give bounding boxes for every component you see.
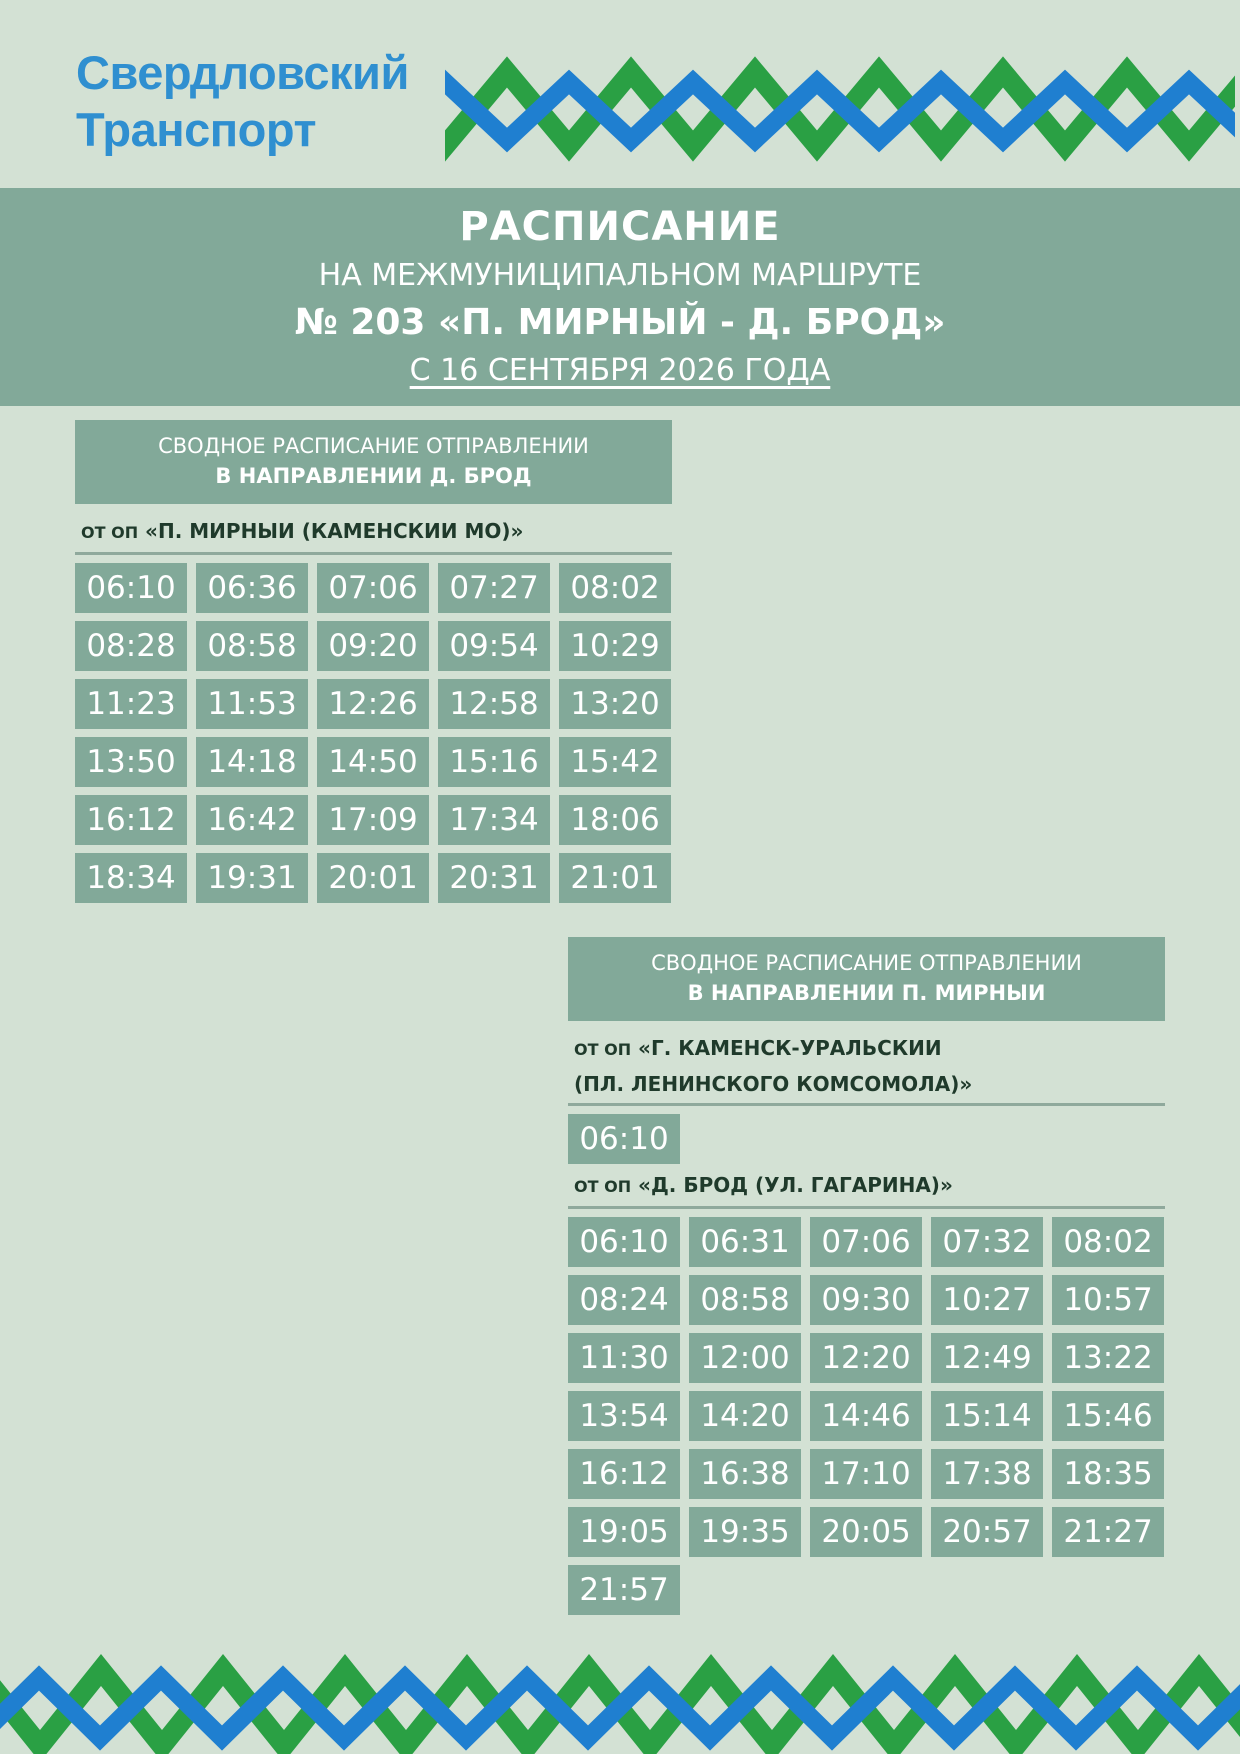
- departure-time-cell: 08:58: [196, 621, 308, 671]
- departure-time-cell: 12:49: [931, 1333, 1043, 1383]
- departure-time-cell: 13:50: [75, 737, 187, 787]
- departure-time-cell: 15:16: [438, 737, 550, 787]
- departure-time-cell: 19:31: [196, 853, 308, 903]
- divider: [75, 552, 672, 555]
- departure-time-cell: 17:38: [931, 1449, 1043, 1499]
- brand-logo-line2: Транспорт: [76, 103, 317, 156]
- departure-time-cell: 13:54: [568, 1391, 680, 1441]
- departure-time-cell: 21:57: [568, 1565, 680, 1615]
- route-name: № 203 «П. МИРНЫЙ - Д. БРОД»: [294, 302, 946, 343]
- departure-time-cell: 09:30: [810, 1275, 922, 1325]
- divider: [568, 1103, 1165, 1106]
- stop-label: ОТ ОП «Г. КАМЕНСК-УРАЛЬСКИИ: [574, 1036, 942, 1060]
- departure-time-cell: 08:02: [1052, 1217, 1164, 1267]
- departure-time-cell: 12:26: [317, 679, 429, 729]
- departure-time-cell: 06:10: [75, 563, 187, 613]
- departure-time-cell: 21:01: [559, 853, 671, 903]
- departure-times-grid: [568, 1217, 1165, 1615]
- divider: [568, 1206, 1165, 1209]
- departure-time-cell: 10:27: [931, 1275, 1043, 1325]
- departure-time-cell: 20:01: [317, 853, 429, 903]
- departure-time-cell: 21:27: [1052, 1507, 1164, 1557]
- brand-logo-line1: Свердловский: [76, 46, 409, 99]
- departure-time-cell: 14:18: [196, 737, 308, 787]
- departure-time-cell: 16:12: [75, 795, 187, 845]
- schedule-section-to-brod: [75, 420, 672, 903]
- stop-label-continued: (ПЛ. ЛЕНИНСКОГО КОМСОМОЛА)»: [574, 1072, 973, 1096]
- departure-time-cell: 14:50: [317, 737, 429, 787]
- departure-time-cell: 17:09: [317, 795, 429, 845]
- departure-time-cell: 07:06: [810, 1217, 922, 1267]
- departure-time-cell: 08:58: [689, 1275, 801, 1325]
- effective-date: С 16 СЕНТЯБРЯ 2026 ГОДА: [409, 353, 831, 388]
- section-header: СВОДНОЕ РАСПИСАНИЕ ОТПРАВЛЕНИИ В НАПРАВЛЕНИИ П. МИРНЫИ: [568, 937, 1165, 1021]
- departure-time-cell: 17:34: [438, 795, 550, 845]
- departure-time-cell: 15:46: [1052, 1391, 1164, 1441]
- schedule-title: РАСПИСАНИЕ: [459, 204, 781, 250]
- departure-time-cell: 10:57: [1052, 1275, 1164, 1325]
- departure-time-cell: 20:05: [810, 1507, 922, 1557]
- departure-time-cell: 18:34: [75, 853, 187, 903]
- departure-time-cell: 16:42: [196, 795, 308, 845]
- departure-time-cell: 13:22: [1052, 1333, 1164, 1383]
- departure-times-grid: [568, 1114, 1165, 1164]
- section-header: СВОДНОЕ РАСПИСАНИЕ ОТПРАВЛЕНИИ В НАПРАВЛЕНИИ Д. БРОД: [75, 420, 672, 504]
- departure-time-cell: 08:24: [568, 1275, 680, 1325]
- departure-time-cell: 12:58: [438, 679, 550, 729]
- departure-time-cell: 07:06: [317, 563, 429, 613]
- departure-time-cell: 16:38: [689, 1449, 801, 1499]
- departure-time-cell: 15:42: [559, 737, 671, 787]
- departure-time-cell: 11:23: [75, 679, 187, 729]
- departure-time-cell: 06:10: [568, 1217, 680, 1267]
- decorative-zigzag-bottom: [0, 1618, 1240, 1754]
- departure-time-cell: 14:20: [689, 1391, 801, 1441]
- departure-time-cell: 10:29: [559, 621, 671, 671]
- departure-time-cell: 11:53: [196, 679, 308, 729]
- departure-time-cell: 12:20: [810, 1333, 922, 1383]
- departure-time-cell: 08:28: [75, 621, 187, 671]
- departure-time-cell: 09:54: [438, 621, 550, 671]
- departure-time-cell: 08:02: [559, 563, 671, 613]
- schedule-section-to-mirny: [568, 937, 1165, 1615]
- departure-time-cell: 19:35: [689, 1507, 801, 1557]
- departure-time-cell: 06:31: [689, 1217, 801, 1267]
- departure-time-cell: 17:10: [810, 1449, 922, 1499]
- departure-time-cell: 06:10: [568, 1114, 680, 1164]
- brand-logo: [76, 44, 409, 158]
- departure-time-cell: 15:14: [931, 1391, 1043, 1441]
- departure-time-cell: 13:20: [559, 679, 671, 729]
- departure-time-cell: 14:46: [810, 1391, 922, 1441]
- stop-label: ОТ ОП «П. МИРНЫИ (КАМЕНСКИИ МО)»: [81, 519, 524, 543]
- title-banner: [0, 188, 1240, 406]
- departure-time-cell: 18:06: [559, 795, 671, 845]
- departure-time-cell: 20:31: [438, 853, 550, 903]
- departure-times-grid: [75, 563, 672, 903]
- departure-time-cell: 07:27: [438, 563, 550, 613]
- departure-time-cell: 09:20: [317, 621, 429, 671]
- decorative-zigzag-top: [445, 28, 1235, 168]
- departure-time-cell: 07:32: [931, 1217, 1043, 1267]
- departure-time-cell: 06:36: [196, 563, 308, 613]
- departure-time-cell: 18:35: [1052, 1449, 1164, 1499]
- departure-time-cell: 16:12: [568, 1449, 680, 1499]
- departure-time-cell: 20:57: [931, 1507, 1043, 1557]
- schedule-subtitle: НА МЕЖМУНИЦИПАЛЬНОМ МАРШРУТЕ: [318, 258, 922, 293]
- stop-label: ОТ ОП «Д. БРОД (УЛ. ГАГАРИНА)»: [574, 1173, 953, 1197]
- departure-time-cell: 11:30: [568, 1333, 680, 1383]
- departure-time-cell: 12:00: [689, 1333, 801, 1383]
- departure-time-cell: 19:05: [568, 1507, 680, 1557]
